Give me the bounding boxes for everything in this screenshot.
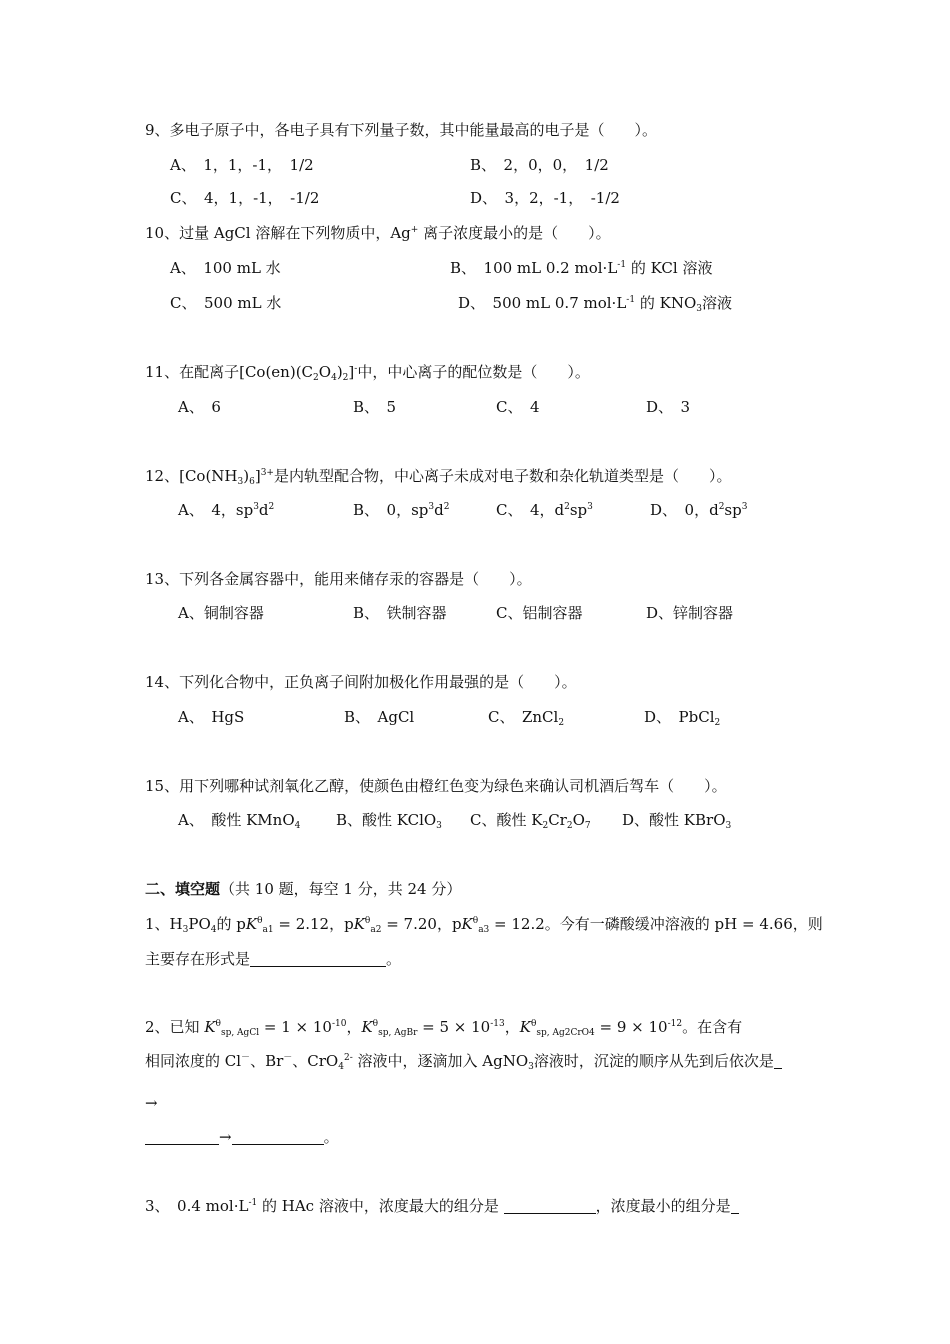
q10-option-c: C、 500 mL 水 bbox=[170, 294, 282, 312]
q11-option-b: B、 5 bbox=[353, 398, 397, 416]
q15-option-a: A、 酸性 KMnO$_4$ bbox=[178, 811, 301, 831]
f2-line1: 2、已知 $K^\theta_{sp, AgCl} = 1 \times 10^{-10}$，$K^\theta_{sp, AgBr} = 5 \times 10^{-13}$，$K^\theta_{sp, Ag2CrO4} = 9 \times 10^{-12}$。在含有 bbox=[145, 1018, 743, 1038]
f1-line2: 主要存在形式是 。 bbox=[145, 950, 402, 968]
f2-line2: 相同浓度的 Cl－、Br－、CrO$_4^{2-}$ 溶液中，逐滴加入 AgNO$_3$溶液时，沉淀的顺序从先到后依次是 bbox=[145, 1051, 782, 1071]
q10-option-a: A、 100 mL 水 bbox=[170, 259, 281, 277]
q13-option-b: B、 铁制容器 bbox=[353, 604, 447, 622]
f3-answer-blank-1[interactable] bbox=[504, 1199, 596, 1214]
f2-answer-blank-2[interactable] bbox=[145, 1130, 219, 1145]
q14-option-b: B、 AgCl bbox=[344, 708, 415, 726]
f1-answer-blank[interactable] bbox=[250, 952, 386, 967]
q11-option-c: C、 4 bbox=[496, 398, 540, 416]
q11-option-a: A、 6 bbox=[178, 398, 221, 416]
q15-option-b: B、酸性 KClO$_3$ bbox=[336, 811, 442, 831]
section2-note: （共 10 题，每空 1 分，共 24 分） bbox=[220, 880, 462, 898]
q14-option-d: D、 PbCl$_2$ bbox=[644, 708, 721, 728]
q11-option-d: D、 3 bbox=[646, 398, 691, 416]
section2-title: 二、填空题 bbox=[145, 880, 221, 898]
q9-option-d: D、 3，2，-1， -1/2 bbox=[470, 189, 620, 207]
f3-line1: 3、 0.4 $mol\cdot L^{-1}$ 的 HAc 溶液中，浓度最大的组分是 ，浓度最小的组分是 bbox=[145, 1196, 739, 1216]
q14-option-c: C、 ZnCl$_2$ bbox=[488, 708, 565, 728]
f2-arrow-1: → bbox=[145, 1094, 158, 1112]
q14-option-a: A、 HgS bbox=[178, 708, 245, 726]
q12-option-c: C、 4，$d^2sp^3$ bbox=[496, 501, 593, 519]
section2-heading bbox=[145, 879, 461, 899]
q15-option-c: C、酸性 $K_2Cr_2O_7$ bbox=[470, 811, 591, 831]
f2-answer-blank-1[interactable] bbox=[774, 1054, 782, 1069]
q9-option-b: B、 2，0，0， 1/2 bbox=[470, 156, 609, 174]
f1-line1: 1、$H_3PO_4$的 $pK^\theta_{a1} = 2.12$，$pK^\theta_{a2} = 7.20$，$pK^\theta_{a3} = 12.2$。今有一磷酸缓冲溶液的 pH = 4.66，则 bbox=[145, 915, 823, 935]
q15-option-d: D、酸性 KBrO$_3$ bbox=[622, 811, 732, 831]
q11-stem: 11、在配离子$[Co(en)(C_2O_4)_2]^-$中，中心离子的配位数是（ ）。 bbox=[145, 363, 590, 383]
f3-answer-blank-2[interactable] bbox=[731, 1199, 739, 1214]
q14-stem: 14、下列化合物中，正负离子间附加极化作用最强的是（ ）。 bbox=[145, 673, 577, 691]
q13-option-c: C、铝制容器 bbox=[496, 604, 583, 622]
q12-stem: 12、$[Co(NH_3)_6]^{3+}$是内轨型配合物，中心离子未成对电子数和杂化轨道类型是（ ）。 bbox=[145, 467, 732, 487]
q10-stem: 10、过量 AgCl 溶解在下列物质中，Ag+ 离子浓度最小的是（ ）。 bbox=[145, 224, 611, 242]
f2-line4: → 。 bbox=[145, 1127, 339, 1147]
q10-option-d: D、 500 mL 0.7 $mol\cdot L^{-1}$ 的 $KNO_3$溶液 bbox=[458, 294, 732, 314]
q9-stem: 9、多电子原子中，各电子具有下列量子数，其中能量最高的电子是（ ）。 bbox=[145, 121, 658, 139]
q9-option-a: A、 1，1，-1， 1/2 bbox=[170, 156, 314, 174]
q9-option-c: C、 4，1，-1， -1/2 bbox=[170, 189, 320, 207]
f2-arrow-2: → bbox=[219, 1128, 232, 1146]
q12-option-b: B、 0，$sp^3d^2$ bbox=[353, 501, 450, 519]
f2-line3 bbox=[145, 1093, 158, 1113]
q13-stem: 13、下列各金属容器中，能用来储存汞的容器是（ ）。 bbox=[145, 570, 532, 588]
f2-answer-blank-3[interactable] bbox=[232, 1130, 324, 1145]
q12-option-d: D、 0，$d^2sp^3$ bbox=[650, 501, 748, 519]
q13-option-a: A、铜制容器 bbox=[178, 604, 264, 622]
q15-stem: 15、用下列哪种试剂氧化乙醇，使颜色由橙红色变为绿色来确认司机酒后驾车（ ）。 bbox=[145, 777, 727, 795]
q12-option-a: A、 4，$sp^3d^2$ bbox=[178, 501, 275, 519]
q10-option-b: B、 100 mL 0.2 $mol\cdot L^{-1}$ 的 KCl 溶液 bbox=[450, 259, 713, 277]
q13-option-d: D、锌制容器 bbox=[646, 604, 734, 622]
